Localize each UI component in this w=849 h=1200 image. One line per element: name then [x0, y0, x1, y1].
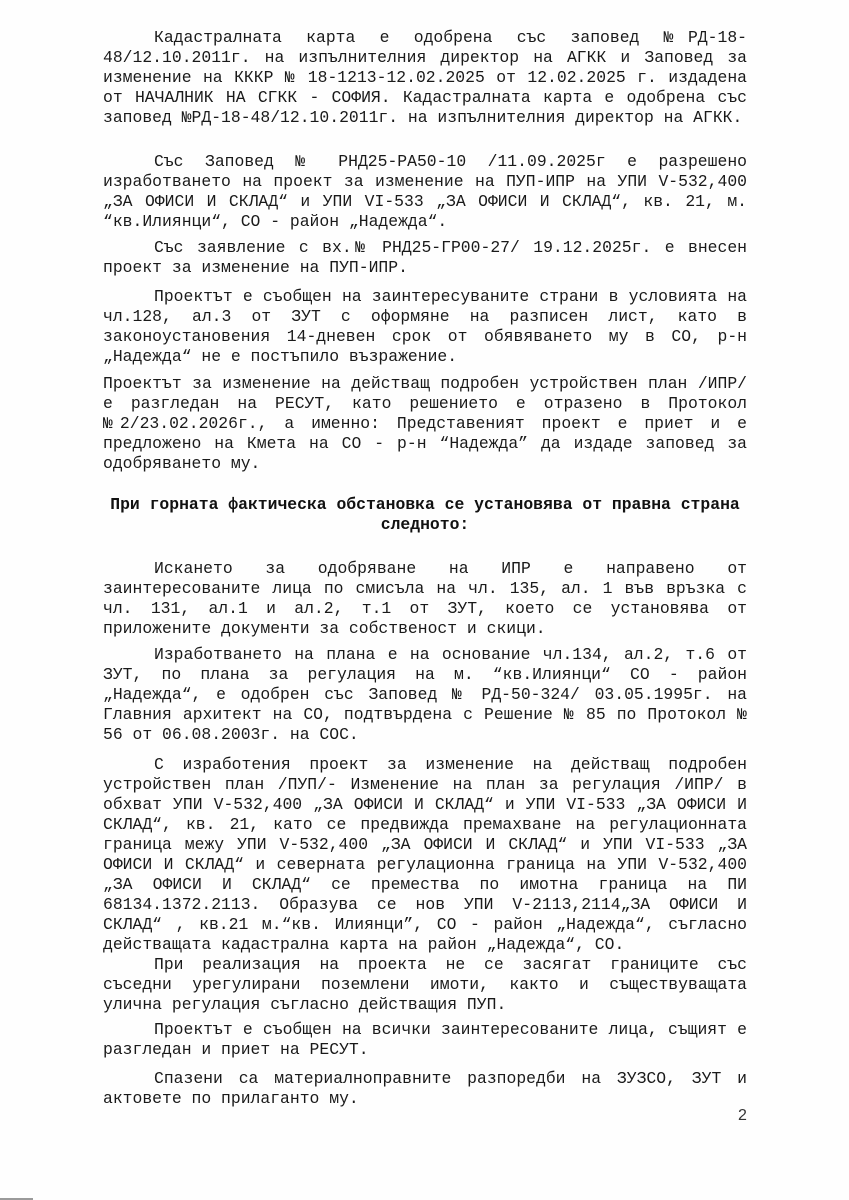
- paragraph-application: Със заявление с вх.№ РНД25-ГР00-27/ 19.12.2025г. е внесен проект за изменение на ПУП-ИПР.: [103, 238, 747, 277]
- paragraph-project-description: С изработения проект за изменение на действащ подробен устройствен план /ПУП/- Изменение на план за регулация /ИПР/ в обхват УПИ V-532,400 „ЗА ОФИСИ И СКЛАД“ и УПИ VI-533 „ЗА ОФИСИ И СКЛАД“, кв. 21, като се предвижда премахване на регулационната граница межу УПИ V-532,400 „ЗА ОФИСИ И СКЛАД“ и УПИ VI-533 „ЗА ОФИСИ И СКЛАД“ и северната регулационна граница на УПИ V-532,400 „ЗА ОФИСИ И СКЛАД“ се премества по имотна граница на ПИ 68134.1372.2113. Образува се нов УПИ V-2113,2114„ЗА ОФИСИ И СКЛАД“ , кв.21 м.“кв. Илиянци”, СО - район „Надежда“, съгласно действащата кадастрална карта на район „Надежда“, СО.: [103, 755, 747, 954]
- paragraph-request: Искането за одобряване на ИПР е направено от заинтересованите лица по смисъла на чл. 135, ал. 1 във връзка с чл. 131, ал.1 и ал.2, т.1 от ЗУТ, което се установява от приложените документи за собственост и скици.: [103, 559, 747, 638]
- paragraph-notification: Проектът е съобщен на заинтересуваните страни в условията на чл.128, ал.3 от ЗУТ с оформяне на разписен лист, като в законоустановения 14-дневен срок от обявяването му в СО, р-н „Надежда“ не е постъпило възражение.: [103, 287, 747, 366]
- paragraph-boundaries: При реализация на проекта не се засягат границите със съседни урегулирани поземлени имоти, както и съществуващата улична регулация съгласно действащия ПУП.: [103, 955, 747, 1014]
- paragraph-resut-review: Проектът за изменение на действащ подробен устройствен план /ИПР/е разгледан на РЕСУТ, като решението е отразено в Протокол №2/23.02.2026г., а именно: Представеният проект е приет и е предложено на Кмета на СО - р-н “Надежда” да издаде заповед за одобряването му.: [103, 374, 747, 473]
- paragraph-communicated: Проектът е съобщен на всички заинтересованите лица, същият е разгледан и приет на РЕСУТ.: [103, 1020, 747, 1059]
- paragraph-cadastral-map: Кадастралната карта е одобрена със заповед №РД-18-48/12.10.2011г. на изпълнителния директор на АГКК и Заповед за изменение на КККР № 18-1213-12.02.2025 от 12.02.2025 г. издадена от НАЧАЛНИК НА СГКК - СОФИЯ. Кадастралната карта е одобрена със заповед №РД-18-48/12.10.2011г. на изпълнителния директор на АГКК.: [103, 28, 747, 127]
- page-number: 2: [738, 1107, 747, 1124]
- section-heading: При горната фактическа обстановка се установява от правна страна следното:: [110, 495, 740, 534]
- paragraph-order-permission: Със Заповед № РНД25-РА50-10 /11.09.2025г е разрешено изработването на проект за изменение на ПУП-ИПР на УПИ V-532,400 „ЗА ОФИСИ И СКЛАД“ и УПИ VI-533 „ЗА ОФИСИ И СКЛАД“, кв. 21, м. “кв.Илиянци“, СО - район „Надежда“.: [103, 152, 747, 231]
- paragraph-plan-basis: Изработването на плана е на основание чл.134, ал.2, т.6 от ЗУТ, по плана за регулация на м. “кв.Илиянци“ СО - район „Надежда“, е одобрен със Заповед № РД-50-324/ 03.05.1995г. на Главния архитект на СО, подтвърдена с Решение № 85 по Протокол № 56 от 06.08.2003г. на СОС.: [103, 645, 747, 744]
- paragraph-compliance: Спазени са материалноправните разпоредби на ЗУЗСО, ЗУТ и актовете по прилаганто му.: [103, 1069, 747, 1108]
